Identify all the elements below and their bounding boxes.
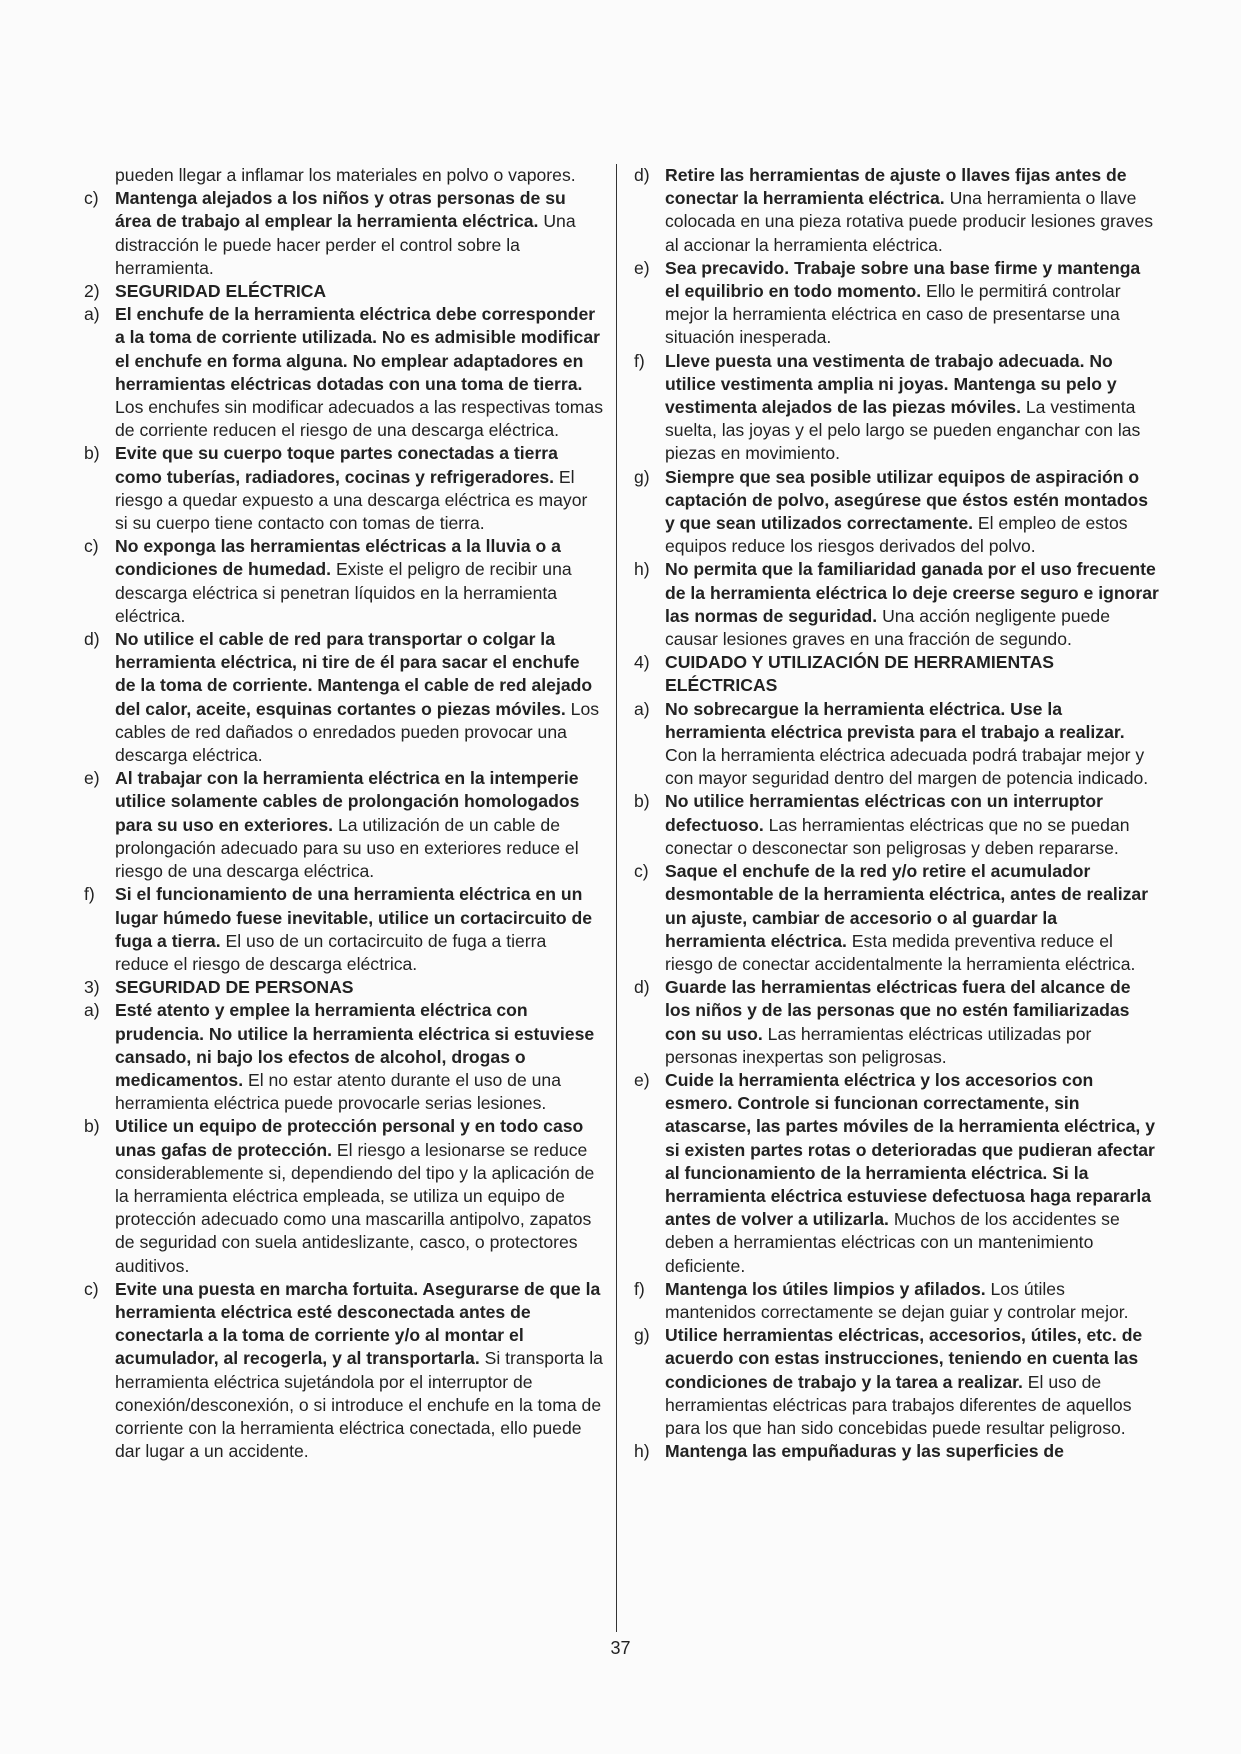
item-bold-text: Esté atento y emplee la herramienta eléctrica con prudencia. No utilice la herramienta eléctrica si estuviese cansado, ni bajo los efectos de alcohol, drogas o medicamentos. <box>115 1000 595 1090</box>
list-item <box>634 1324 1159 1440</box>
section-heading <box>84 976 604 999</box>
item-marker: a) <box>84 304 100 325</box>
item-bold-text: No sobrecargue la herramienta eléctrica. Use la herramienta eléctrica prevista para el trabajo a realizar. <box>665 698 1125 742</box>
item-body-text: Esta medida preventiva reduce el riesgo de conectar accidentalmente la herramienta eléctrica. <box>665 930 1136 974</box>
item-marker: f) <box>84 884 95 905</box>
item-text <box>634 1069 1159 1278</box>
list-item <box>634 1069 1159 1278</box>
section-heading <box>634 651 1159 697</box>
item-bold-text: Saque el enchufe de la red y/o retire el acumulador desmontable de la herramienta eléctrica, antes de realizar un ajuste, cambiar de accesorio o al guardar la herramienta eléctrica. <box>665 861 1149 951</box>
item-text <box>84 1115 604 1277</box>
item-marker: a) <box>84 1000 100 1021</box>
item-body-text: Muchos de los accidentes se deben a herramientas eléctricas con un mantenimiento deficiente. <box>665 1209 1120 1276</box>
item-marker: c) <box>634 861 649 882</box>
item-marker: 3) <box>84 977 100 998</box>
item-text <box>634 257 1159 350</box>
item-text <box>634 558 1159 651</box>
list-item <box>84 187 604 280</box>
item-bold-text: Guarde las herramientas eléctricas fuera del alcance de los niños y de las personas que no estén familiarizadas con su uso. <box>665 977 1131 1044</box>
item-bold-text: No permita que la familiaridad ganada por el uso frecuente de la herramienta eléctrica lo deje creerse seguro e ignorar las normas de seguridad. <box>665 559 1159 626</box>
item-text <box>84 535 604 628</box>
item-body-text: El no estar atento durante el uso de una herramienta eléctrica puede provocarle serias lesiones. <box>115 1069 561 1114</box>
item-text <box>84 303 604 442</box>
item-text <box>84 187 604 280</box>
item-text <box>634 860 1159 976</box>
list-item <box>84 767 604 883</box>
item-bold-text: Retire las herramientas de ajuste o llaves fijas antes de conectar la herramienta eléctrica. <box>665 165 1127 209</box>
item-bold-text: Sea precavido. Trabaje sobre una base firme y mantenga el equilibrio en todo momento. <box>665 257 1141 302</box>
item-marker: e) <box>634 257 650 278</box>
item-marker: h) <box>634 1441 650 1462</box>
item-text <box>84 442 604 535</box>
item-marker: b) <box>84 1116 100 1137</box>
item-text <box>84 767 604 883</box>
item-marker: f) <box>634 1278 645 1299</box>
list-item <box>634 976 1159 1069</box>
item-body-text: El empleo de estos equipos reduce los riesgos derivados del polvo. <box>665 513 1128 557</box>
item-body-text: Una acción negligente puede causar lesiones graves en una fracción de segundo. <box>665 605 1110 650</box>
item-body-text: Los cables de red dañados o enredados pueden provocar una descarga eléctrica. <box>115 698 600 766</box>
item-bold-text: Mantenga los útiles limpios y afilados. <box>665 1278 986 1299</box>
list-item <box>634 860 1159 976</box>
item-body-text: La vestimenta suelta, las joyas y el pelo largo se pueden enganchar con las piezas en movimiento. <box>665 397 1141 464</box>
item-body-text: El uso de un cortacircuito de fuga a tierra reduce el riesgo de descarga eléctrica. <box>115 930 547 974</box>
item-text <box>634 1278 1159 1324</box>
page-number: 37 <box>610 1638 631 1658</box>
item-text <box>84 628 604 767</box>
item-marker: h) <box>634 559 650 580</box>
item-marker: e) <box>84 768 100 789</box>
list-item <box>634 698 1159 791</box>
list-item <box>634 1278 1159 1324</box>
item-body-text: El riesgo a quedar expuesto a una descarga eléctrica es mayor si su cuerpo tiene contacto con tomas de tierra. <box>115 466 588 534</box>
item-text <box>634 698 1159 791</box>
column-divider <box>616 164 617 1632</box>
item-marker: d) <box>634 165 650 185</box>
left-column <box>84 164 604 1463</box>
right-column <box>634 164 1159 1463</box>
item-marker: 2) <box>84 281 100 302</box>
item-body-text: Una herramienta o llave colocada en una pieza rotativa puede producir lesiones graves al accionar la herramienta eléctrica. <box>665 188 1154 255</box>
section-title: SEGURIDAD DE PERSONAS <box>115 977 354 998</box>
item-marker: c) <box>84 188 99 209</box>
item-text <box>634 1324 1159 1440</box>
list-item <box>634 558 1159 651</box>
list-item <box>634 257 1159 350</box>
item-marker: g) <box>634 1325 650 1346</box>
continued-text: pueden llegar a inflamar los materiales en polvo o vapores. <box>115 165 576 185</box>
item-text <box>634 790 1159 860</box>
list-item <box>84 1278 604 1464</box>
item-text <box>84 999 604 1115</box>
list-item <box>634 350 1159 466</box>
item-bold-text: Siempre que sea posible utilizar equipos de aspiración o captación de polvo, asegúrese que éstos estén montados y que sean utilizados correctamente. <box>665 466 1148 534</box>
item-body-text: La utilización de un cable de prolongación adecuado para su uso en exteriores reduce el riesgo de una descarga eléctrica. <box>115 814 579 882</box>
item-marker: b) <box>634 791 650 812</box>
item-bold-text: Si el funcionamiento de una herramienta eléctrica en un lugar húmedo fuese inevitable, utilice un cortacircuito de fuga a tierra. <box>115 884 593 951</box>
list-item <box>634 164 1159 257</box>
item-bold-text: No exponga las herramientas eléctricas a la lluvia o a condiciones de humedad. <box>115 536 561 580</box>
item-bold-text: Evite que su cuerpo toque partes conectadas a tierra como tuberías, radiadores, cocinas y refrigeradores. <box>115 443 558 487</box>
item-bold-text: Evite una puesta en marcha fortuita. Asegurarse de que la herramienta eléctrica esté desconectada antes de conectarla a la toma de corriente y/o al montar el acumulador, al recogerla, y al transportarla. <box>115 1278 601 1369</box>
item-body-text: Con la herramienta eléctrica adecuada podrá trabajar mejor y con mayor seguridad dentro del margen de potencia indicado. <box>665 745 1149 789</box>
list-item <box>84 303 604 442</box>
item-body-text: Las herramientas eléctricas utilizadas por personas inexpertas son peligrosas. <box>665 1023 1092 1067</box>
item-bold-text: Mantenga alejados a los niños y otras personas de su área de trabajo al emplear la herramienta eléctrica. <box>115 188 566 232</box>
section-title: SEGURIDAD ELÉCTRICA <box>115 281 327 302</box>
item-body-text: Ello le permitirá controlar mejor la herramienta eléctrica en caso de presentarse una situación inesperada. <box>665 281 1121 348</box>
list-item <box>634 1440 1159 1463</box>
item-marker: c) <box>84 536 99 557</box>
item-bold-text: Utilice un equipo de protección personal y en todo caso unas gafas de protección. <box>115 1116 584 1160</box>
item-bold-text: El enchufe de la herramienta eléctrica debe corresponder a la toma de corriente utilizada. No es admisible modificar el enchufe en forma alguna. No emplear adaptadores en herramientas eléctricas dotadas con una toma de tierra. <box>115 304 600 394</box>
list-item <box>634 790 1159 860</box>
item-body-text: El riesgo a lesionarse se reduce considerablemente si, dependiendo del tipo y la aplicación de la herramienta eléctrica empleada, se utiliza un equipo de protección adecuado como una mascarilla antipolvo, zapatos de seguridad con suela antideslizante, casco, o protectores auditivos. <box>115 1139 595 1276</box>
item-text <box>634 350 1159 466</box>
item-body-text: Los útiles mantenidos correctamente se dejan guiar y controlar mejor. <box>665 1278 1129 1322</box>
list-item <box>84 1115 604 1277</box>
item-marker: d) <box>634 977 650 998</box>
item-bold-text: Mantenga las empuñaduras y las superficies de <box>665 1441 1064 1462</box>
item-bold-text: No utilice herramientas eléctricas con un interruptor defectuoso. <box>665 791 1104 835</box>
item-text <box>634 466 1159 559</box>
item-body-text: Si transporta la herramienta eléctrica sujetándola por el interruptor de conexión/desconexión, o si introduce el enchufe en la toma de corriente con la herramienta eléctrica conectada, ello puede dar lugar a un accidente. <box>115 1348 603 1462</box>
section-title: CUIDADO Y UTILIZACIÓN DE HERRAMIENTAS ELÉCTRICAS <box>665 652 1055 696</box>
list-item <box>84 535 604 628</box>
list-item <box>634 466 1159 559</box>
item-bold-text: Al trabajar con la herramienta eléctrica en la intemperie utilice solamente cables de prolongación homologados para su uso en exteriores. <box>115 768 580 835</box>
item-marker: d) <box>84 629 100 650</box>
item-body-text: Las herramientas eléctricas que no se puedan conectar o desconectar son peligrosas y deben repararse. <box>665 814 1130 858</box>
item-bold-text: No utilice el cable de red para transportar o colgar la herramienta eléctrica, ni tire de él para sacar el enchufe de la toma de corriente. Mantenga el cable de red alejado del calor, aceite, esquinas cortantes o piezas móviles. <box>115 629 593 719</box>
item-text <box>84 1278 604 1464</box>
item-body-text: Los enchufes sin modificar adecuados a las respectivas tomas de corriente reducen el riesgo de una descarga eléctrica. <box>115 397 603 441</box>
item-marker: e) <box>634 1069 650 1090</box>
item-bold-text: Lleve puesta una vestimenta de trabajo adecuada. No utilice vestimenta amplia ni joyas. Mantenga su pelo y vestimenta alejados de las piezas móviles. <box>665 350 1117 418</box>
item-text <box>634 976 1159 1069</box>
item-body-text: Una distracción le puede hacer perder el control sobre la herramienta. <box>115 211 576 278</box>
list-item <box>84 883 604 976</box>
section-heading <box>84 280 604 303</box>
item-marker: c) <box>84 1278 99 1299</box>
item-marker: g) <box>634 466 650 487</box>
item-bold-text: Cuide la herramienta eléctrica y los accesorios con esmero. Controle si funcionan correctamente, sin atascarse, las partes móviles de la herramienta eléctrica, y si existen partes rotas o deterioradas que pudieran afectar al funcionamiento de la herramienta eléctrica. Si la herramienta eléctrica estuviese defectuosa haga repararla antes de volver a utilizarla. <box>665 1069 1155 1230</box>
item-body-text: Existe el peligro de recibir una descarga eléctrica si penetran líquidos en la herramienta eléctrica. <box>115 559 572 626</box>
item-text <box>634 164 1159 257</box>
list-item <box>84 442 604 535</box>
item-body-text: El uso de herramientas eléctricas para trabajos diferentes de aquellos para los que han sido concebidas puede resultar peligroso. <box>665 1371 1132 1438</box>
item-marker: b) <box>84 443 100 464</box>
item-marker: f) <box>634 350 645 371</box>
list-item <box>84 628 604 767</box>
item-text <box>84 883 604 976</box>
item-text <box>634 1440 1159 1463</box>
item-marker: a) <box>634 698 650 719</box>
item-bold-text: Utilice herramientas eléctricas, accesorios, útiles, etc. de acuerdo con estas instrucciones, teniendo en cuenta las condiciones de trabajo y la tarea a realizar. <box>665 1325 1143 1392</box>
item-marker: 4) <box>634 652 650 673</box>
list-item <box>84 999 604 1115</box>
